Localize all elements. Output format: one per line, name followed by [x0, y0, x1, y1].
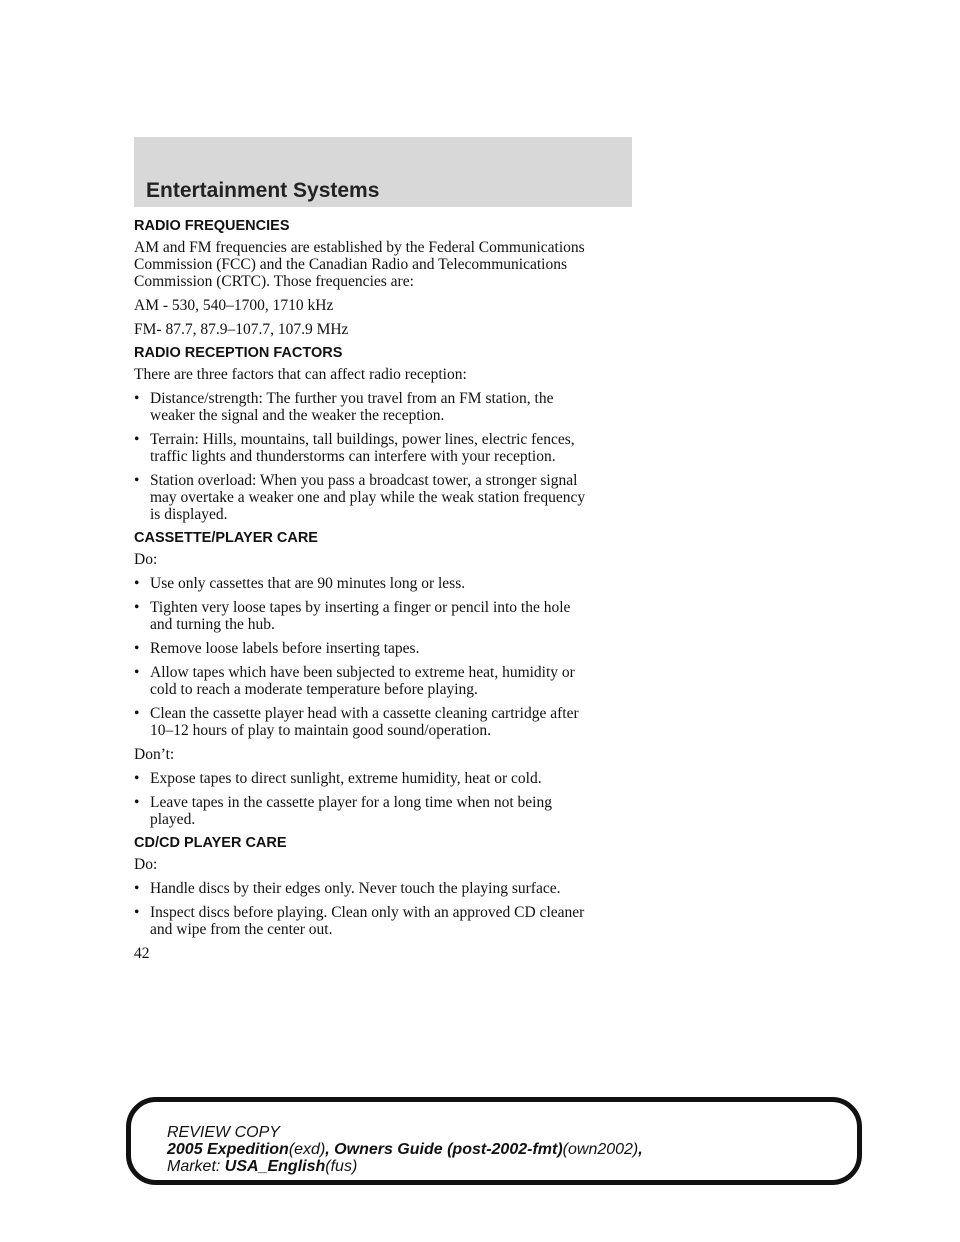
bullet-icon: •	[134, 664, 140, 681]
page-content	[134, 212, 654, 962]
heading-cassette-care: CASSETTE/PLAYER CARE	[134, 530, 318, 546]
heading-radio-frequencies: RADIO FREQUENCIES	[134, 218, 290, 234]
footer-guide: Owners Guide (post-2002-fmt)	[334, 1141, 563, 1158]
list-item: • Tighten very loose tapes by inserting a finger or pencil into the hole and turning the hub.	[134, 599, 571, 633]
list-item: • Terrain: Hills, mountains, tall buildings, power lines, electric fences, traffic lights and thunderstorms can interfere with your reception.	[134, 431, 575, 465]
list-item: • Allow tapes which have been subjected to extreme heat, humidity or cold to reach a moderate temperature before playing.	[134, 664, 575, 698]
bullet-icon: •	[134, 880, 140, 897]
paragraph-frequencies-intro: AM and FM frequencies are established by the Federal Communications Commission (FCC) and the Canadian Radio and Telecommunications Commission (CRTC). Those frequencies are:	[134, 239, 585, 290]
footer-market-code: (fus)	[325, 1158, 358, 1175]
list-item: • Expose tapes to direct sunlight, extreme humidity, heat or cold.	[134, 770, 542, 787]
list-item: • Distance/strength: The further you travel from an FM station, the weaker the signal and the weaker the reception.	[134, 390, 554, 424]
page-number: 42	[134, 945, 150, 962]
review-copy-footer	[126, 1097, 862, 1185]
bullet-icon: •	[134, 575, 140, 592]
footer-model-code: (exd)	[288, 1141, 326, 1158]
bullet-icon: •	[134, 431, 140, 448]
bullet-icon: •	[134, 599, 140, 616]
footer-model-year: 2005 Expedition	[167, 1141, 289, 1158]
fm-frequency-range: FM- 87.7, 87.9–107.7, 107.9 MHz	[134, 321, 349, 338]
footer-market-label: Market:	[167, 1158, 221, 1175]
list-item: • Station overload: When you pass a broadcast tower, a stronger signal may overtake a weaker one and play while the weak station frequency is displayed.	[134, 472, 586, 523]
bullet-icon: •	[134, 640, 140, 657]
bullet-icon: •	[134, 794, 140, 811]
bullet-icon: •	[134, 904, 140, 921]
bullet-icon: •	[134, 770, 140, 787]
cassette-dont-label: Don’t:	[134, 746, 175, 763]
footer-model-line: 2005 Expedition(exd), Owners Guide (post-2002-fmt)(own2002),	[167, 1141, 643, 1158]
list-item: • Clean the cassette player head with a cassette cleaning cartridge after 10–12 hours of play to maintain good sound/operation.	[134, 705, 579, 739]
bullet-icon: •	[134, 705, 140, 722]
heading-cd-care: CD/CD PLAYER CARE	[134, 835, 287, 851]
list-item: • Use only cassettes that are 90 minutes long or less.	[134, 575, 466, 592]
review-copy-label: REVIEW COPY	[167, 1124, 280, 1141]
bullet-icon: •	[134, 472, 140, 489]
heading-radio-reception: RADIO RECEPTION FACTORS	[134, 345, 343, 361]
list-item: • Inspect discs before playing. Clean only with an approved CD cleaner and wipe from the center out.	[134, 904, 585, 938]
list-item: • Handle discs by their edges only. Never touch the playing surface.	[134, 880, 561, 897]
cd-do-label: Do:	[134, 856, 158, 873]
reception-intro: There are three factors that can affect radio reception:	[134, 366, 467, 383]
am-frequency-range: AM - 530, 540–1700, 1710 kHz	[134, 297, 334, 314]
bullet-icon: •	[134, 390, 140, 407]
section-header-band	[134, 137, 632, 207]
footer-market: USA_English	[224, 1158, 326, 1175]
section-title: Entertainment Systems	[146, 179, 380, 202]
list-item: • Leave tapes in the cassette player for a long time when not being played.	[134, 794, 552, 828]
cassette-do-label: Do:	[134, 551, 158, 568]
footer-guide-code: (own2002)	[562, 1141, 639, 1158]
list-item: • Remove loose labels before inserting tapes.	[134, 640, 420, 657]
footer-market-line	[167, 1158, 857, 1175]
